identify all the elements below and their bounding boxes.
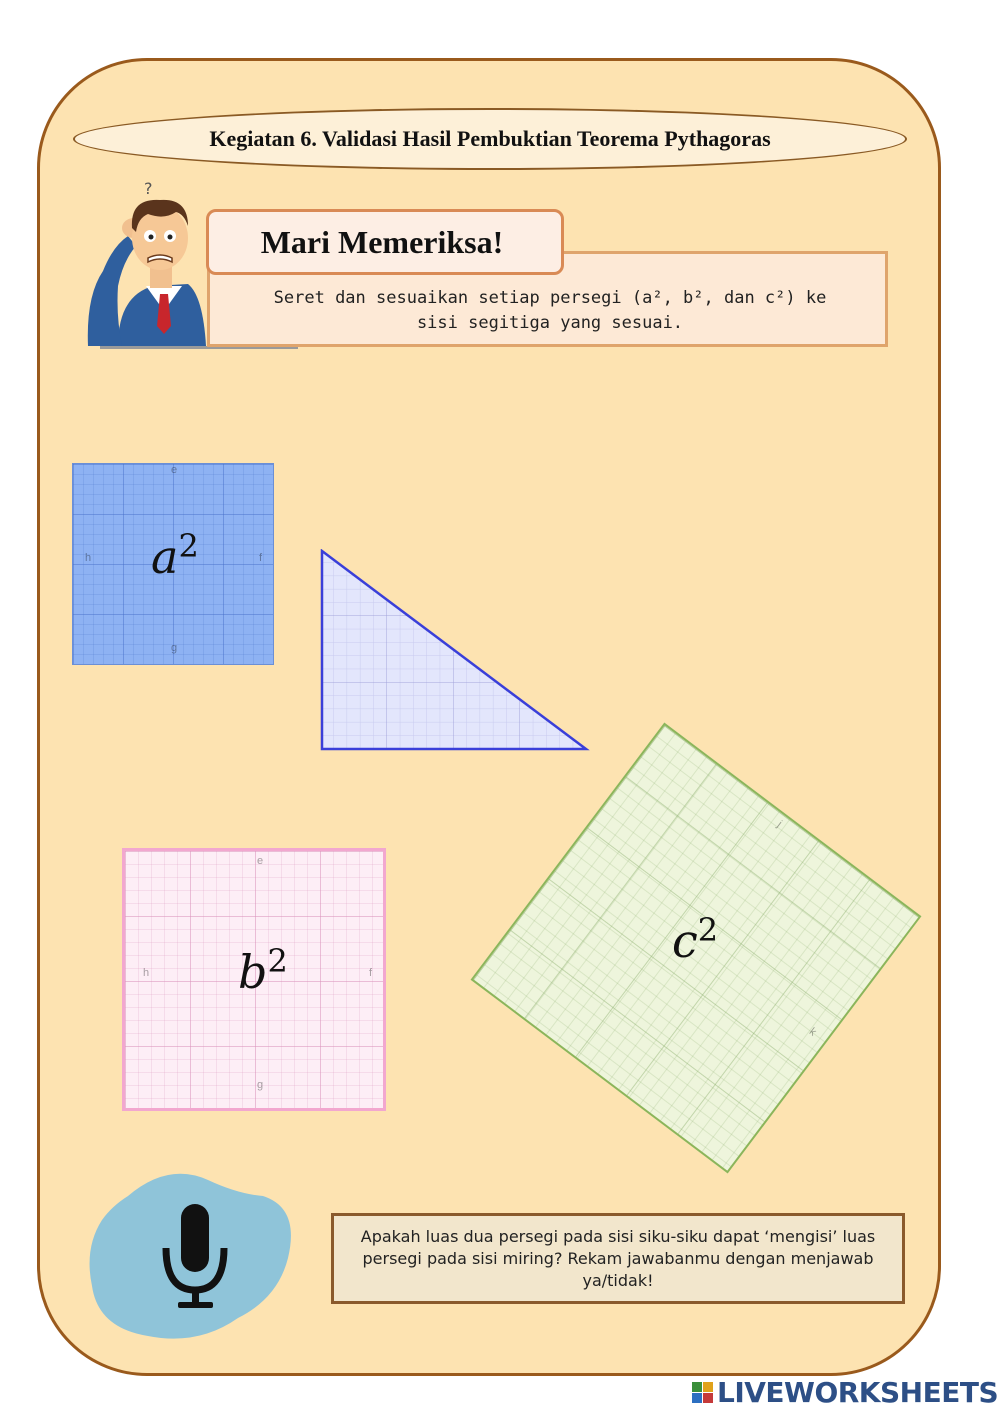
square-b-squared[interactable]: [122, 848, 386, 1111]
brand-logo-icon: [692, 1382, 713, 1403]
square-label: $a^2$: [151, 527, 199, 584]
tick-label-bottom: g: [257, 1079, 264, 1091]
tick-label-bottom: g: [171, 642, 178, 654]
instruction-line-1: Seret dan sesuaikan setiap persegi (a², b², dan c²) ke: [273, 288, 827, 308]
record-button[interactable]: [88, 1168, 300, 1348]
square-a-squared[interactable]: [72, 463, 274, 665]
brand-name: LIVEWORKSHEETS: [717, 1375, 999, 1409]
tick-label-right: k: [806, 1025, 819, 1039]
page-title: Kegiatan 6. Validasi Hasil Pembuktian Teorema Pythagoras: [73, 108, 907, 170]
section-heading: Mari Memeriksa!: [260, 223, 504, 260]
right-triangle: [320, 549, 590, 753]
liveworksheets-brand[interactable]: [692, 1376, 998, 1408]
tick-label-left: h: [143, 967, 150, 979]
svg-text:?: ?: [144, 179, 153, 198]
question-text: Apakah luas dua persegi pada sisi siku-siku dapat ‘mengisi’ luas persegi pada sisi miring? Rekam jawabanmu dengan menjawab ya/tidak!: [360, 1227, 876, 1290]
tick-label-top: e: [257, 855, 264, 867]
tick-label-top: e: [171, 464, 178, 476]
tick-label-right: f: [369, 967, 373, 979]
instruction-text: [220, 286, 880, 336]
tick-label-top: j: [774, 818, 785, 830]
square-c-label: $c^2$: [672, 911, 719, 968]
square-label: $b^2$: [238, 942, 288, 999]
instruction-line-2: sisi segitiga yang sesuai.: [416, 313, 684, 333]
tick-label-left: h: [85, 552, 92, 564]
tick-label-right: f: [259, 552, 263, 564]
